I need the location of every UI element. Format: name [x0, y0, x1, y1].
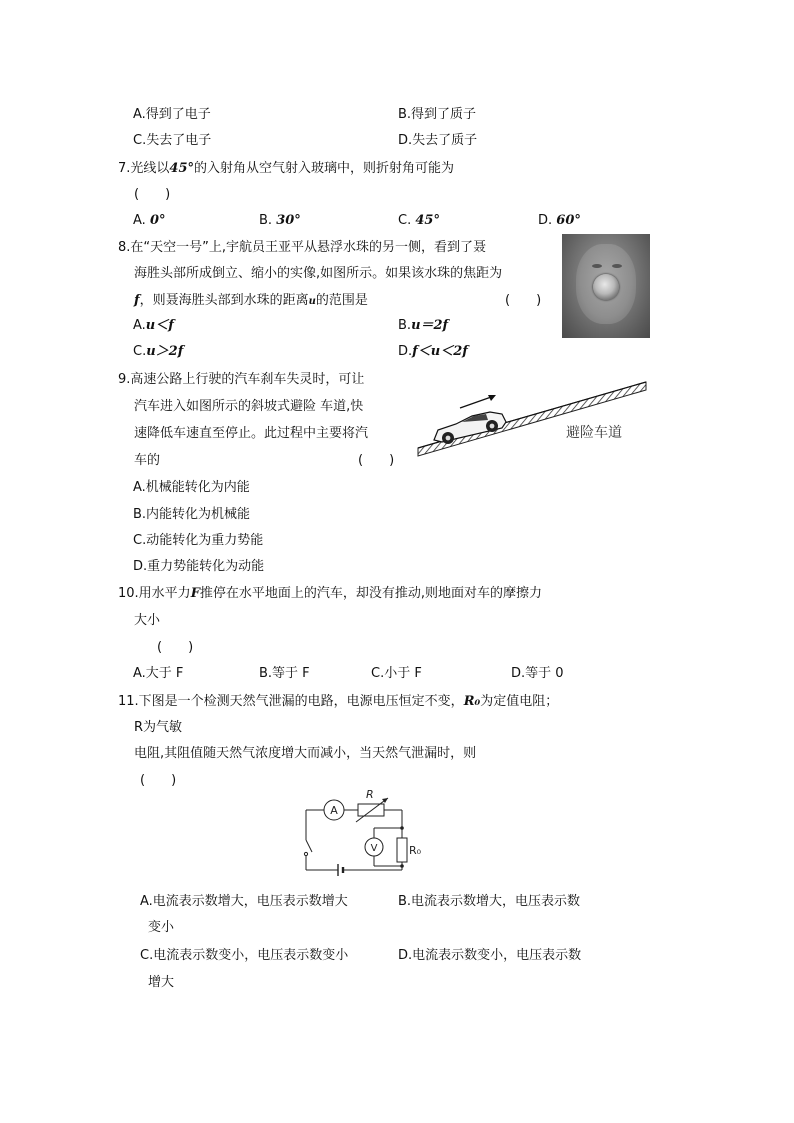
q9-stem-line1: 9.高速公路上行驶的汽车刹车失灵时，可让 [118, 372, 365, 387]
escape-ramp-figure [416, 378, 648, 460]
q7-b-value: 30° [276, 213, 301, 228]
left-eye [592, 264, 602, 268]
q9-option-a: A.机械能转化为内能 [133, 480, 250, 495]
q8-stem-line1: 8.在“天空一号”上,宇航员王亚平从悬浮水珠的另一侧，看到了聂 [118, 240, 487, 255]
q6-option-b: B.得到了质子 [398, 107, 477, 122]
water-droplet-photo [562, 234, 650, 338]
q10-stem-line1 [118, 586, 542, 602]
q11-stem-line1 [118, 694, 558, 710]
gas-sensor-resistor [358, 804, 384, 816]
q8-option-a [133, 318, 174, 334]
resistor-r-label: R [366, 790, 374, 801]
ammeter-label: A [330, 804, 338, 817]
q7-stem-post: 的入射角从空气射入玻璃中，则折射角可能为 [194, 161, 455, 176]
motion-arrow [460, 396, 494, 408]
q7-a-value: 0° [149, 213, 166, 228]
q8-line3-tail: 的范围是 [315, 293, 368, 308]
q7-stem [118, 161, 454, 177]
q9-answer-paren: ( ) [358, 453, 395, 468]
q11-stem-line2: R为气敏 [134, 720, 183, 735]
q11-stem-pre: 11.下图是一个检测天然气泄漏的电路，电源电压恒定不变， [118, 694, 464, 709]
q11-option-a: A.电流表示数增大，电压表示数增大 [140, 894, 348, 909]
q11-option-b: B.电流表示数增大，电压表示数 [398, 894, 581, 909]
q11-option-c: C.电流表示数变小，电压表示数变小 [140, 948, 349, 963]
q10-stem-line2: 大小 [134, 613, 161, 628]
q8-d-value: f＜u＜2f [412, 344, 468, 359]
ramp-label: 避险车道 [566, 425, 622, 441]
q7-option-a [133, 213, 165, 229]
q11-R0-symbol: R₀ [463, 694, 481, 709]
q7-d-label: D. [538, 213, 553, 228]
q9-stem-line4: 车的 [134, 453, 161, 468]
q10-option-a: A.大于 F [133, 666, 184, 681]
q8-option-d [398, 344, 468, 360]
circuit-diagram [296, 790, 422, 882]
q11-stem-line3: 电阻,其阻值随天然气浓度增大而减小，当天然气泄漏时，则 [134, 746, 477, 761]
q10-stem-pre: 10.用水平力 [118, 586, 191, 601]
q7-option-d [538, 213, 581, 229]
q8-c-value: u＞2f [146, 344, 184, 359]
q8-stem-line3 [134, 293, 368, 310]
resistor-r0-label: R₀ [409, 844, 422, 857]
q8-d-label: D. [398, 344, 413, 359]
q9-option-c: C.动能转化为重力势能 [133, 533, 264, 548]
q10-stem-post: 推停在水平地面上的汽车，却没有推动,则地面对车的摩擦力 [199, 586, 543, 601]
q6-option-d: D.失去了质子 [398, 133, 478, 148]
q8-stem-line2: 海胜头部所成倒立、缩小的实像,如图所示。如果该水珠的焦距为 [134, 266, 503, 281]
water-bead [593, 274, 619, 300]
q8-answer-paren: ( ) [505, 293, 542, 308]
q8-f-symbol: f [134, 293, 140, 308]
q10-F-symbol: F [190, 586, 200, 601]
q8-a-value: u＜f [145, 318, 174, 333]
right-eye [612, 264, 622, 268]
q9-option-d: D.重力势能转化为动能 [133, 559, 265, 574]
q11-answer-paren: ( ) [140, 773, 177, 788]
q8-option-b [398, 318, 448, 334]
q6-option-c: C.失去了电子 [133, 133, 212, 148]
q11-stem-post: 为定值电阻； [480, 694, 559, 709]
q8-b-label: B. [398, 318, 412, 333]
q11-option-d: D.电流表示数变小，电压表示数 [398, 948, 582, 963]
q7-answer-paren: ( ) [134, 187, 171, 202]
q8-option-c [133, 344, 183, 360]
q9-option-b: B.内能转化为机械能 [133, 507, 251, 522]
q7-c-value: 45° [415, 213, 440, 228]
q7-a-label: A. [133, 213, 146, 228]
q9-stem-line2: 汽车进入如图所示的斜坡式避险 车道,快 [134, 399, 364, 414]
q11-option-d-cont: 增大 [148, 975, 175, 990]
q7-b-label: B. [259, 213, 273, 228]
q10-answer-paren: ( ) [157, 640, 194, 655]
q8-a-label: A. [133, 318, 146, 333]
q9-stem-line3: 速降低车速直至停止。此过程中主要将汽 [134, 426, 369, 441]
q8-b-value: u＝2f [411, 318, 449, 333]
q10-option-d: D.等于 0 [511, 666, 564, 681]
q8-c-label: C. [133, 344, 147, 359]
voltmeter-label: V [370, 843, 378, 854]
q7-angle: 45° [169, 161, 194, 176]
fixed-resistor-r0 [397, 838, 407, 862]
ramp-slope [418, 382, 646, 456]
q7-option-c [398, 213, 440, 229]
q8-line3-text: ，则聂海胜头部到水珠的距离 [139, 293, 309, 308]
q7-c-label: C. [398, 213, 412, 228]
switch [306, 840, 312, 852]
q7-option-b [259, 213, 301, 229]
q11-option-b-cont: 变小 [148, 920, 175, 935]
q10-option-b: B.等于 F [259, 666, 310, 681]
q6-option-a: A.得到了电子 [133, 107, 211, 122]
q8-u-symbol: u [308, 296, 316, 307]
q10-option-c: C.小于 F [371, 666, 422, 681]
q7-stem-pre: 7.光线以 [118, 161, 170, 176]
q7-d-value: 60° [556, 213, 581, 228]
